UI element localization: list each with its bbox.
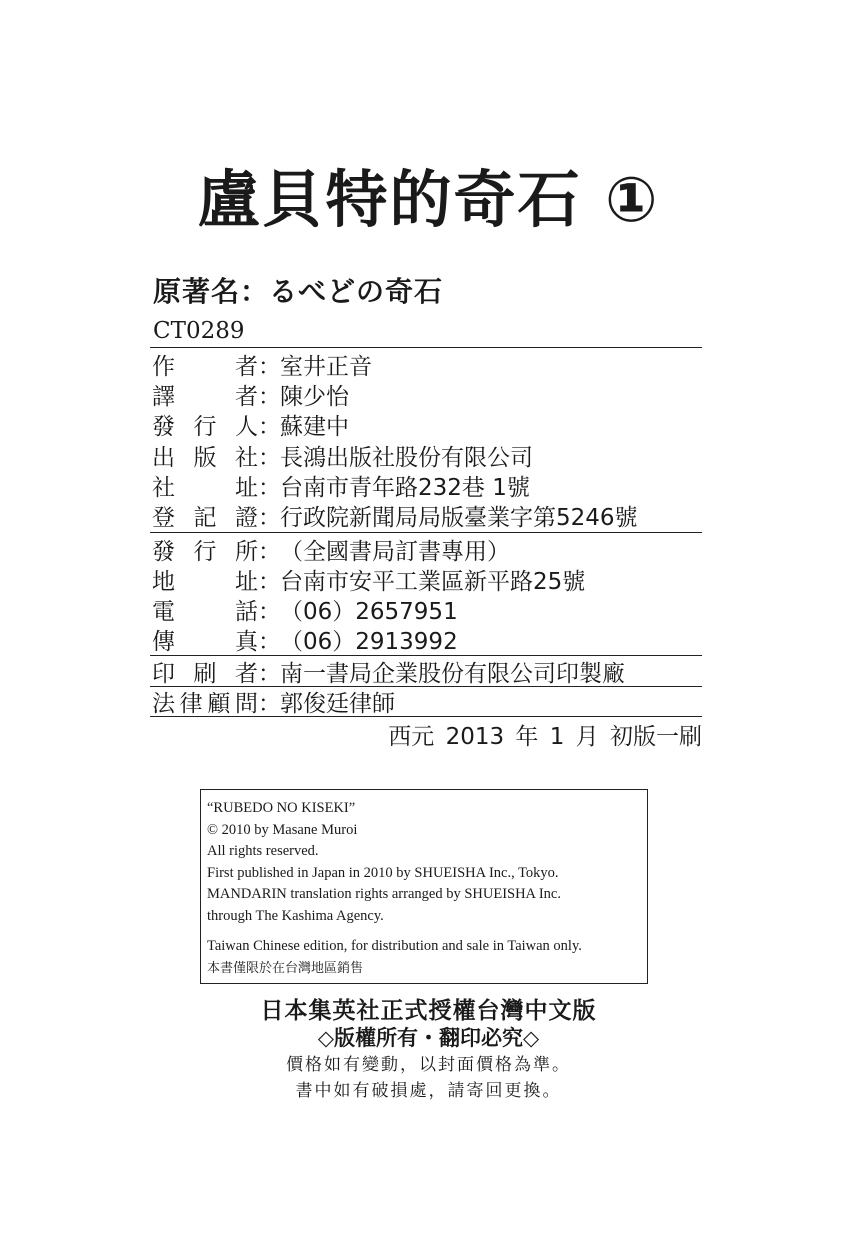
book-title: 盧貝特的奇石 ①: [197, 163, 660, 236]
credit-row-author: [152, 349, 712, 379]
license-line: All rights reserved.: [207, 843, 319, 859]
credit-value: 台南市青年路232巷 1號: [280, 474, 530, 501]
rights-notice: ◇版權所有・翻印必究◇: [317, 1026, 540, 1050]
credit-colon: ：: [258, 628, 281, 655]
catalog-code: CT0289: [153, 318, 245, 344]
credit-label: 印刷者: [152, 660, 258, 687]
original-title: 原著名：るべどの奇石: [153, 275, 444, 308]
price-note: 價格如有變動，以封面價格為準。: [286, 1055, 571, 1075]
credit-label: 譯者: [152, 383, 258, 410]
credit-row-distributor: [152, 534, 712, 564]
credit-colon: ：: [258, 413, 281, 440]
license-line: “RUBEDO NO KISEKI”: [207, 800, 356, 816]
credit-row-translator: [152, 379, 712, 409]
credit-colon: ：: [258, 383, 281, 410]
credit-value: 郭俊廷律師: [280, 690, 395, 717]
credit-row-company-address: [152, 470, 712, 500]
credit-colon: ：: [258, 353, 281, 380]
authorization-line: 日本集英社正式授權台灣中文版: [260, 998, 597, 1024]
license-line: First published in Japan in 2010 by SHUEISHA Inc., Tokyo.: [207, 864, 559, 881]
credit-row-printer: [152, 656, 712, 686]
credit-row-phone: [152, 594, 712, 624]
credit-colon: ：: [258, 538, 281, 565]
credit-row-publisher: [152, 440, 712, 470]
spacer: [207, 927, 647, 936]
credit-colon: ：: [258, 568, 281, 595]
credit-colon: ：: [258, 660, 281, 687]
credit-row-legal: [152, 686, 712, 716]
credit-value: 陳少怡: [280, 383, 349, 410]
credit-label: 社址: [152, 474, 258, 501]
credit-value: 台南市安平工業區新平路25號: [280, 568, 586, 595]
credit-value: 室井正音: [280, 353, 372, 380]
license-line: Taiwan Chinese edition, for distribution and sale in Taiwan only.: [207, 938, 582, 954]
credit-row-registration: [152, 500, 712, 530]
credit-row-fax: [152, 624, 712, 654]
credit-colon: ：: [258, 598, 281, 625]
credit-label: 出版社: [152, 444, 258, 471]
credit-value: 長鴻出版社股份有限公司: [280, 444, 533, 471]
license-line: © 2010 by Masane Muroi: [207, 821, 358, 838]
credit-label: 地址: [152, 568, 258, 595]
credit-label: 法律顧問: [152, 690, 258, 717]
credit-label: 作者: [152, 353, 258, 380]
credit-colon: ：: [258, 504, 281, 531]
credit-colon: ：: [258, 444, 281, 471]
license-line: MANDARIN translation rights arranged by SHUEISHA Inc.: [207, 886, 561, 902]
credit-label: 發行人: [152, 413, 258, 440]
credit-colon: ：: [258, 690, 281, 717]
damage-note: 書中如有破損處，請寄回更換。: [295, 1081, 562, 1101]
credit-value: （06）2913992: [280, 628, 458, 655]
divider: [150, 716, 702, 717]
credit-label: 發行所: [152, 538, 258, 565]
edition-date: 西元 2013 年 1 月 初版一刷: [388, 724, 702, 750]
license-box: [200, 789, 648, 984]
credit-label: 電話: [152, 598, 258, 625]
credit-label: 傳真: [152, 628, 258, 655]
credit-value: 蘇建中: [280, 413, 349, 440]
credit-row-address: [152, 564, 712, 594]
credit-row-publisher-person: [152, 409, 712, 439]
credit-label: 登記證: [152, 504, 258, 531]
credit-value: （06）2657951: [280, 598, 458, 625]
credit-colon: ：: [258, 474, 281, 501]
credit-value: 行政院新聞局局版臺業字第5246號: [280, 504, 638, 531]
credit-value: （全國書局訂書專用）: [280, 538, 510, 565]
license-line: through The Kashima Agency.: [207, 907, 384, 924]
credit-value: 南一書局企業股份有限公司印製廠: [280, 660, 625, 687]
license-line: 本書僅限於在台灣地區銷售: [207, 960, 364, 976]
